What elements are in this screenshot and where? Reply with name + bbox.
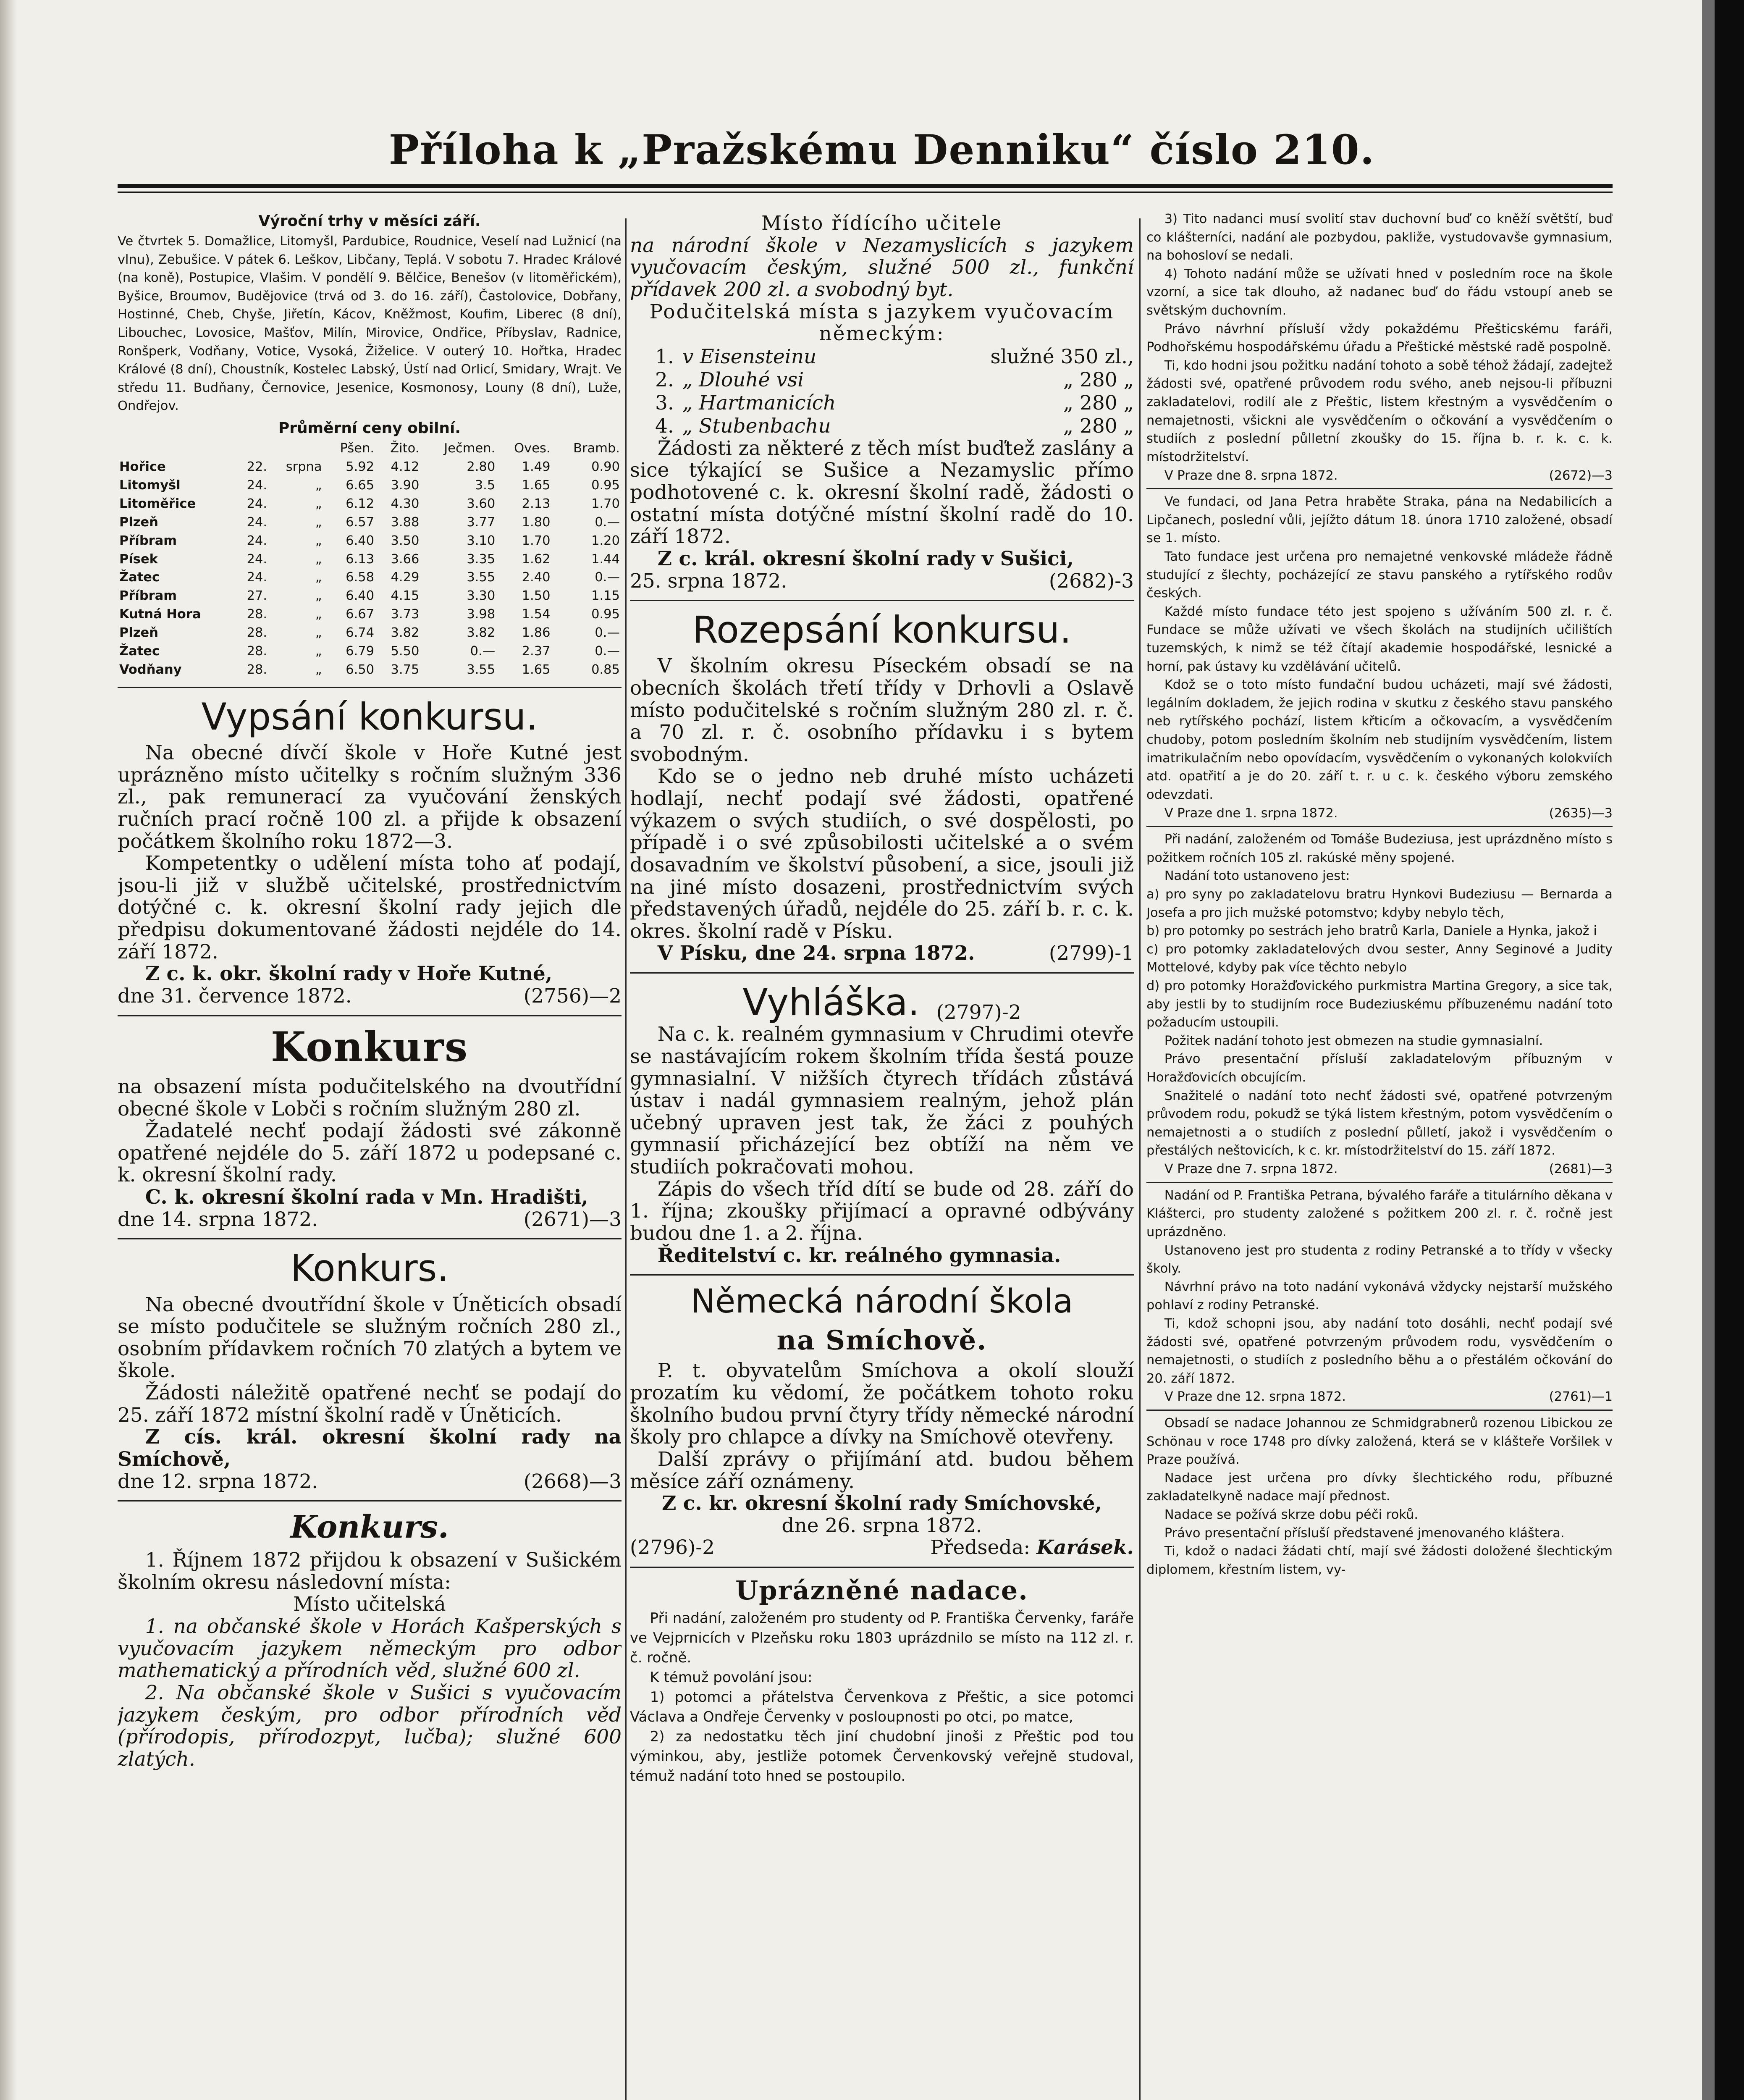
value-cell: 0.— [595,570,620,585]
value-cell: 2.13 [522,496,551,511]
value-cell: „ [315,644,322,659]
vypsani-dateline [118,985,622,1008]
nemecka-date: dne 26. srpna 1872. [782,1514,982,1537]
value-cell: 0.95 [591,478,620,493]
value-cell: 3.35 [467,551,496,567]
divider [630,1567,1134,1568]
c3-p16: Návrhní právo na toto nadání vykonává vždycky nejstarší mužského pohlaví z rodiny Petranské. [1146,1279,1613,1313]
vypsani-p1: Na obecné dívčí škole v Hoře Kutné jest uprázněno místo učitelky s ročním služným 336 zl., pak remunerací za vyučování ženských ručních prací ročně 100 zl. a přijde k obsazení počátkem školního roku 1872—3. [118,741,622,853]
value-cell: 2.80 [467,459,496,474]
nemecka-footer [630,1537,1134,1559]
value-cell: 1.62 [522,551,551,567]
value-cell: 3.60 [467,496,496,511]
nemecka-number: (2796)-2 [630,1536,715,1559]
fairs-title: Výroční trhy v měsíci září. [258,213,481,230]
masthead-rule-thick [118,184,1613,188]
vypsani-p2: Kompetentky o udělení místa toho ať podají, jsou-li již v službě učitelské, prostřednictvím dotýčné c. k. okresní školní rady jejich dle předpisu dokumentované žádosti nejdéle do 14. září 1872. [118,852,622,963]
value-cell: 28. [247,662,268,677]
c3-p20: Nadace se požívá skrze dobu péči roků. [1164,1507,1419,1522]
nemecka-p2: Další zprávy o přijímání atd. budou během měsíce září oznámeny. [630,1447,1134,1493]
divider [630,1274,1134,1276]
list-item-salary: služné 350 zl., [990,345,1134,368]
konkurs1-number: (2671)—3 [523,1208,622,1231]
value-cell: „ [315,662,322,677]
list-item-place: „ Stubenbachu [682,414,831,438]
value-cell: 1.54 [522,607,551,622]
rozepsani-dateline [630,942,1134,965]
nadace-p1: Při nadání, založeném pro studenty od P. Františka Červenky, faráře ve Vejprnicích v Plzeňsku roku 1803 uprázdnilo se místo na 112 zl. r. č. ročně. [630,1610,1134,1667]
table-row [118,495,622,513]
rozepsani-p1: V školním okresu Píseckém obsadí se na obecních školách třetí třídy v Drhovli a Oslavě místo podučitelské s ročním služným 280 zl. r. č. a 70 zl. r. č. osobního přídavku i s bytem svobodným. [630,654,1134,766]
c3-p22: Ti, kdož o nadaci žádati chtí, mají své žádosti doložené šlechtickým diplomem, křestním listem, vy- [1146,1544,1613,1577]
page-edge-shadow [0,0,17,2100]
c3-p10: Nadání toto ustanoveno jest: [1164,869,1350,884]
value-cell: 2.37 [522,644,551,659]
konkurs1-heading: Konkurs [270,1023,469,1071]
value-cell: 6.57 [346,514,375,530]
divider [118,687,622,688]
value-cell: 6.79 [346,644,375,659]
divider [1146,1410,1613,1411]
konkurs1-signature: C. k. okresní školní rada v Mn. Hradišti, [145,1186,588,1209]
c3-dateline-4 [1146,1388,1613,1406]
value-cell: 1.70 [522,533,551,548]
column-header: Bramb. [573,441,620,456]
konkurs2-number: (2668)—3 [523,1470,622,1493]
vyhlaska-signature: Ředitelství c. kr. reálného gymnasia. [657,1244,1061,1267]
value-cell: 24. [247,514,268,530]
nadace-heading: Uprázněné nadace. [735,1575,1028,1606]
column-divider-2 [1139,218,1141,2100]
c3-number-4: (2761)—1 [1549,1389,1613,1404]
value-cell: 1.44 [591,551,620,567]
value-cell: 4.29 [391,570,420,585]
c3-p17: Ti, kdož schopni jsou, aby nadání toto dosáhli, nechť podají své žádosti své, opatřené potvrzeným průvodem rodu, vysvědčením o nemajetnosti, o studiích z posledního běhu a o přestálém očkování do 20. září 1872. [1146,1316,1613,1386]
misto-number: (2682)-3 [1049,569,1134,593]
value-cell: 3.5 [475,478,496,493]
list-item [630,391,1134,415]
misto-signature: Z c. král. okresní školní rady v Sušici, [657,547,1074,570]
value-cell: 3.50 [391,533,420,548]
konkurs2-p2: Žádosti náležitě opatřené nechť se podají do 25. září 1872 místní školní radě v Úněticích. [118,1381,622,1427]
c3-date-4: V Praze dne 12. srpna 1872. [1164,1389,1346,1404]
value-cell: 24. [247,533,268,548]
value-cell: 24. [247,496,268,511]
konkurs1-date: dne 14. srpna 1872. [118,1208,318,1231]
list-item [630,345,1134,368]
c3-p13: Snažitelé o nadání toto nechť žádosti své, opatřené potvrzeným průvodem rodu, pokudž se týká listem křestným, potom vysvědčením o nemajetnosti a o studiích z poslední půlletí, jakož i vysvědčením o přestálých neštovicích, k c. kr. místodržitelství do 15. září 1872. [1146,1088,1613,1158]
divider [118,1500,622,1502]
column-header: Oves. [514,441,551,456]
value-cell: „ [315,551,322,567]
value-cell: 24. [247,551,268,567]
c3-p5: Ve fundaci, od Jana Petra hraběte Straka, pána na Nedabilicích a Lipčanech, poslední vůli, jejížto dátum 18. února 1710 založené, obsadí se 1. místo. [1146,494,1613,546]
misto-date: 25. srpna 1872. [630,569,787,593]
vyhlaska-heading: Vyhláška. [742,981,920,1024]
value-cell: 3.66 [391,551,420,567]
list-item-place: v Eisensteinu [682,345,817,368]
c3-p2: 4) Tohoto nadání může se užívati hned v posledním roce na škole vzorní, a sice tak dlouho, až nadanec buď do řádu vstoupí aneb se světským duchovním. [1146,266,1613,318]
value-cell: 1.15 [591,588,620,604]
value-cell: 6.65 [346,478,375,493]
value-cell: 3.77 [467,514,496,530]
table-row [118,513,622,532]
page-edge-gray [1702,0,1715,2100]
c3-p14: Nadání od P. Františka Petrana, bývalého faráře a titulárního děkana v Klášterci, pro studenty založené s požitkem 200 zl. r. č. ročně jest uprázdněno. [1146,1188,1613,1239]
konkurs1-dateline [118,1209,622,1231]
value-cell: „ [315,478,322,493]
c3-number-2: (2635)—3 [1549,806,1613,821]
konkurs2-date: dne 12. srpna 1872. [118,1470,318,1493]
teacher-positions-list [630,345,1134,438]
vyhlaska-number: (2797)-2 [936,1000,1021,1024]
nemecka-predseda-name: Karásek. [1036,1536,1134,1559]
divider [118,1238,622,1239]
konkurs2-signature: Z cís. král. okresní školní rady na Smíchově, [118,1425,622,1471]
value-cell: 27. [247,588,268,604]
value-cell: 5.92 [346,459,375,474]
value-cell: 0.85 [591,662,620,677]
c3-p1: 3) Tito nadanci musí svolití stav duchovní buď co kněží světští, buď co klášterníci, nadání ale pozbydou, pakliže, vystudovavše gymnasium, na bohosloví se nedali. [1146,212,1613,263]
konkurs3-heading: Konkurs. [290,1509,449,1546]
value-cell: 6.67 [346,607,375,622]
value-cell: 24. [247,570,268,585]
value-cell: 6.12 [346,496,375,511]
c3-item-d: d) pro potomky Horažďovického purkmistra Martina Gregory, a sice tak, aby jestli by to studijním roce Budeziuskému příbuzenému nadání toto požaducím ustoupili. [1146,978,1613,1030]
town-cell: Litoměřice [119,496,196,511]
town-cell: Plzeň [119,514,158,530]
misto-dateline [630,570,1134,593]
table-row [118,476,622,495]
value-cell: 3.82 [391,625,420,640]
list-item-place: „ Dlouhé vsi [682,368,804,391]
c3-date-2: V Praze dne 1. srpna 1872. [1164,806,1338,821]
list-item-salary: „ 280 „ [1063,391,1134,415]
list-item-place: „ Hartmanicích [682,391,836,415]
page-edge-black [1715,0,1744,2100]
grain-prices-body [118,458,622,679]
value-cell: „ [315,570,322,585]
misto-p1: na národní škole v Nezamyslicích s jazykem vyučovacím českým, služné 500 zl., funkční přídavek 200 zl. a svobodný byt. [630,234,1134,301]
value-cell: 0.— [595,625,620,640]
town-cell: Příbram [119,588,177,604]
konkurs1-p1: na obsazení místa podučitelského na dvoutřídní obecné škole v Lobči s ročním služným 280 zl. [118,1075,622,1121]
misto-p2: Žádosti za některé z těch míst buďtež zaslány a sice týkající se Sušice a Nezamyslic přímo podhotovené c. k. okresní školní radě, žádosti o ostatní místa dotýčné místní školní radě do 10. září 1872. [630,436,1134,549]
c3-p21: Právo presentační přísluší představené jmenovaného kláštera. [1164,1525,1565,1541]
column-header: Žito. [390,441,420,456]
value-cell: 1.65 [522,478,551,493]
town-cell: Plzeň [119,625,158,640]
konkurs3-p2: 1. na občanské škole v Horách Kašperských s vyučovacím jazykem německým pro odbor mathematický a přírodních věd, služné 600 zl. [118,1615,622,1683]
c3-p8: Kdož se o toto místo fundační budou ucházeti, mají své žádosti, legálním dokladem, že jejich rodina v skutku z českého stavu panského neb rytířského pochází, listem křticím a očkovacím, a vysvědčením chudoby, potom posledním školním neb studijním vysvědčením, listem imatrikulačním nebo opovídacím, vysvědčením o vykonaných kolokviích atd. opatřití a je do 20. září t. r. u c. k. českého výboru zemského odevzdati. [1146,677,1613,802]
table-row [118,568,622,587]
value-cell: 0.95 [591,607,620,622]
konkurs2-p1: Na obecné dvoutřídní škole v Úněticích obsadí se místo podučitele se služným ročních 280 zl., osobním přídavkem ročních 70 zlatých a bytem ve škole. [118,1293,622,1383]
c3-item-b: b) pro potomky po sestrách jeho bratrů Karla, Daniele a Hynka, jakož i [1146,924,1597,939]
table-row [118,458,622,476]
value-cell: 6.40 [346,533,375,548]
value-cell: „ [315,533,322,548]
list-item [630,368,1134,391]
c3-date-3: V Praze dne 7. srpna 1872. [1164,1162,1338,1177]
nadace-p3: 1) potomci a přátelstva Červenkova z Přeštic, a sice potomci Václava a Ondřeje Červenky v posloupnosti po otci, po matce, [630,1688,1134,1725]
misto-title: Místo řídícího učitele [761,212,1003,235]
value-cell: 5.50 [391,644,420,659]
value-cell: „ [315,607,322,622]
rozepsani-p2: Kdo se o jedno neb druhé místo ucházeti hodlají, nechť podají své žádosti, opatřené výkazem o svých studiích, o své dospělosti, po případě i o své způsobilosti učitelské a o svém dosavadním ve školství působení, a sice, jsouli již na jiné místo dosazeni, prostřednictvím svých představených úřadů, nejdéle do 25. září b. r. c. k. okres. školní radě v Písku. [630,765,1134,943]
nadace-p2: K témuž povolání jsou: [650,1669,813,1686]
value-cell: 6.58 [346,570,375,585]
value-cell: 3.55 [467,662,496,677]
list-item-number: 2. [655,368,674,391]
value-cell: „ [315,514,322,530]
value-cell: 3.90 [391,478,420,493]
value-cell: 0.— [595,644,620,659]
value-cell: 24. [247,478,268,493]
divider [118,1015,622,1016]
column-2 [630,210,1134,2100]
column-divider-1 [625,218,627,2100]
c3-p11: Požitek nadání tohoto jest obmezen na studie gymnasialní. [1164,1033,1543,1048]
table-row [118,624,622,642]
c3-dateline-1 [1146,467,1613,485]
value-cell: 3.55 [467,570,496,585]
divider [1146,488,1613,489]
c3-p15: Ustanoveno jest pro studenta z rodiny Petranské a to třídy v všecky školy. [1146,1243,1613,1276]
value-cell: 1.86 [522,625,551,640]
town-cell: Žatec [119,644,160,659]
value-cell: 28. [247,644,268,659]
value-cell: 1.50 [522,588,551,604]
value-cell: 3.82 [467,625,496,640]
value-cell: 3.75 [391,662,420,677]
misto-sub: Podučitelská místa s jazykem vyučovacím německým: [649,300,1115,346]
value-cell: 28. [247,625,268,640]
nemecka-heading: Německá národní škola [690,1283,1073,1321]
town-cell: Písek [119,551,158,567]
town-cell: Litomyšl [119,478,181,493]
c3-p19: Nadace jest určena pro dívky šlechtického rodu, příbuzné zakladatelkyně nadace mají přednost. [1146,1470,1613,1504]
konkurs2-heading: Konkurs. [290,1247,449,1290]
konkurs3-sub: Místo učitelská [293,1593,446,1616]
c3-number-1: (2672)—3 [1549,468,1613,483]
nadace-p4: 2) za nedostatku těch jiní chudobní jinoši z Přeštic pod tou výminkou, aby, jestliže potomek Červenkovský veřejně studoval, témuž nadání toto hned se postoupilo. [630,1728,1134,1785]
value-cell: 0.— [470,644,496,659]
table-row [118,605,622,624]
value-cell: srpna [286,459,322,474]
table-row [118,661,622,679]
value-cell: 6.40 [346,588,375,604]
grain-prices-table [118,439,622,679]
value-cell: 22. [247,459,268,474]
divider [630,972,1134,974]
value-cell: 4.12 [391,459,420,474]
fairs-text: Ve čtvrtek 5. Domažlice, Litomyšl, Pardubice, Roudnice, Veselí nad Lužnicí (na vlnu), Zebušice. V pátek 6. Leškov, Libčany, Teplá. V sobotu 7. Hradec Králové (na koně), Postupice, Vlašim. V pondělí 9. Bělčice, Benešov (v litoměřickém), Byšice, Broumov, Budějovice (trvá od 3. do 16. září), Častolovice, Dobřany, Hostinné, Cheb, Chyše, Jiřetín, Kácov, Kněžmost, Koufim, Liberec (8 dní), Libouchec, Lovosice, Mašťov, Milín, Mirovice, Ondřice, Příbyslav, Radnice, Ronšperk, Vodňany, Votice, Vysoká, Žiželice. V outerý 10. Hořtka, Hradec Králové (8 dní), Choustník, Kostelec Labský, Ústí nad Orlicí, Smidary, Wrajt. Ve středu 11. Budňany, Černovice, Jesenice, Kosmonosy, Louny (8 dní), Luže, Ondřejov. [118,234,622,414]
divider [630,600,1134,601]
value-cell: 4.15 [391,588,420,604]
masthead-rule-thin [118,192,1613,193]
konkurs3-p3: 2. Na občanské škole v Sušici s vyučovacím jazykem českým, pro odbor přírodních věd (přírodopis, přírodozpyt, lučba); služné 600 zlatých. [118,1681,622,1771]
konkurs3-p1: 1. Říjnem 1872 přijdou k obsazení v Sušickém školním okresu následovní místa: [118,1549,622,1594]
table-row [118,532,622,550]
divider [1146,826,1613,827]
vypsani-heading: Vypsání konkursu. [201,695,538,738]
column-header: Ječmen. [444,441,496,456]
c3-dateline-3 [1146,1160,1613,1179]
c3-item-a: a) pro syny po zakladatelovu bratru Hynkovi Budeziusu — Bernarda a Josefa a pro jich mužské potomstvo; kdyby nebylo těch, [1146,887,1613,920]
value-cell: 6.13 [346,551,375,567]
nemecka-predseda-label: Předseda: [930,1536,1031,1559]
c3-date-1: V Praze dne 8. srpna 1872. [1164,468,1338,483]
vyhlaska-p1: Na c. k. realném gymnasium v Chrudimi otevře se nastávajícím rokem školním třída šestá pouze gymnasialní. V nižších čtyrech třídách zůstává ústav i nadál gymnasiem realným, jehož plán učebný upraven jest tak, že žáci z pouhých gymnasií přicházející bez obtíží na něm ve studiích pokračovati mohou. [630,1023,1134,1179]
value-cell: 3.10 [467,533,496,548]
c3-p7: Každé místo fundace této jest spojeno s užíváním 500 zl. r. č. Fundace se může užívati ve všech školách na studijních učilištích tuzemských, k nimž se též čítají akademie hospodářské, lesnické a horní, pak ústavy ku vzdělávání učitelů. [1146,604,1613,674]
table-header-row [118,439,622,458]
value-cell: 0.— [595,514,620,530]
value-cell: 1.49 [522,459,551,474]
konkurs1-p2: Žadatelé nechť podají žádosti své zákonně opatřené nejdéle do 5. září 1872 u podepsané c. k. okresní školní rady. [118,1119,622,1187]
value-cell: 4.30 [391,496,420,511]
table-row [118,587,622,605]
list-item-number: 1. [655,345,674,368]
table-row [118,550,622,569]
town-cell: Kutná Hora [119,607,201,622]
masthead-title: Příloha k „Pražskému Denniku“ číslo 210. [388,126,1375,173]
list-item-number: 4. [655,414,674,438]
list-item-salary: „ 280 „ [1063,414,1134,438]
column-header: Pšen. [340,441,375,456]
c3-p6: Tato fundace jest určena pro nemajetné venkovské mládeže řádně studující z šlechty, pocházející ze stavu panského a rytířského rodův českých. [1146,549,1613,601]
town-cell: Žatec [119,570,160,585]
value-cell: 3.73 [391,607,420,622]
town-cell: Vodňany [119,662,182,677]
value-cell: 28. [247,607,268,622]
c3-p3: Právo návrhní přísluší vždy pokaždému Přešticskému faráři, Podhořskému hospodářskému úřadu a Přeštické městské radě pospolně. [1146,321,1613,355]
value-cell: 6.74 [346,625,375,640]
value-cell: „ [315,496,322,511]
vyhlaska-header [630,981,1134,1024]
c3-p12: Právo presentační přísluší zakladatelovým příbuzným v Horažďovicích obcujícím. [1146,1052,1613,1085]
c3-p18: Obsadí se nadace Johannou ze Schmidgrabnerů rozenou Libickou ze Schönau v roce 1748 pro dívky založená, která se v klášteře Voršilek v Praze používá. [1146,1416,1613,1467]
vypsani-date: dne 31. července 1872. [118,984,352,1008]
value-cell: 2.40 [522,570,551,585]
list-item-number: 3. [655,391,674,415]
value-cell: „ [315,625,322,640]
nemecka-signature: Z c. kr. okresní školní rady Smíchovské, [662,1492,1102,1515]
nemecka-p1: P. t. obyvatelům Smíchova a okolí slouží prozatím ku vědomí, že počátkem tohoto roku školního budou první čtyry třídy německé národní školy pro chlapce a dívky na Smíchově otevřeny. [630,1359,1134,1449]
rozepsani-number: (2799)-1 [1049,942,1134,965]
c3-number-3: (2681)—3 [1549,1162,1613,1177]
value-cell: 1.70 [591,496,620,511]
list-item-salary: „ 280 „ [1063,368,1134,391]
c3-item-c: c) pro potomky zakladatelových dvou sester, Anny Seginové a Judity Mottelové, kdyby pak více těchto nebylo [1146,942,1613,975]
vyhlaska-p2: Zápis do všech tříd dítí se bude od 28. září do 1. října; zkoušky přijímací a opravné odbývány budou dne 1. a 2. října. [630,1177,1134,1245]
value-cell: 1.65 [522,662,551,677]
rozepsani-heading: Rozepsání konkursu. [692,608,1072,652]
list-item [630,415,1134,438]
divider [1146,1182,1613,1183]
value-cell: „ [315,588,322,604]
value-cell: 3.88 [391,514,420,530]
c3-p4: Ti, kdo hodni jsou požitku nadání tohoto a sobě téhož žádají, zadejtež žádosti své, opatřené průvodem rodu svého, aneb nejsou-li příbuzni zakladatelovi, rodilí ale z Přeštic, listem křestným a vysvědčením o nemajetnosti, všickni ale vysvědčením o očkování a vysvědčením o studiích z poslední půlletní zkoušky do 15. října b. r. k. c. k. místodržitelství. [1146,358,1613,465]
konkurs2-dateline [118,1471,622,1493]
town-cell: Příbram [119,533,177,548]
vypsani-signature: Z c. k. okr. školní rady v Hoře Kutné, [145,962,553,986]
c3-p9: Při nadání, založeném od Tomáše Budeziusa, jest uprázdněno místo s požitkem ročních 105 zl. rakúské měny spojené. [1146,832,1613,865]
vypsani-number: (2756)—2 [523,984,622,1008]
table-row [118,642,622,661]
prices-title: Průměrní ceny obilní. [278,420,461,437]
value-cell: 3.98 [467,607,496,622]
value-cell: 1.80 [522,514,551,530]
nemecka-subheading: na Smíchově. [776,1324,987,1356]
value-cell: 0.90 [591,459,620,474]
value-cell: 3.30 [467,588,496,604]
value-cell: 6.50 [346,662,375,677]
c3-dateline-2 [1146,804,1613,823]
rozepsani-date: V Písku, dne 24. srpna 1872. [657,942,975,965]
town-cell: Hořice [119,459,166,474]
column-3 [1146,210,1613,2100]
value-cell: 1.20 [591,533,620,548]
column-1 [118,210,622,2100]
